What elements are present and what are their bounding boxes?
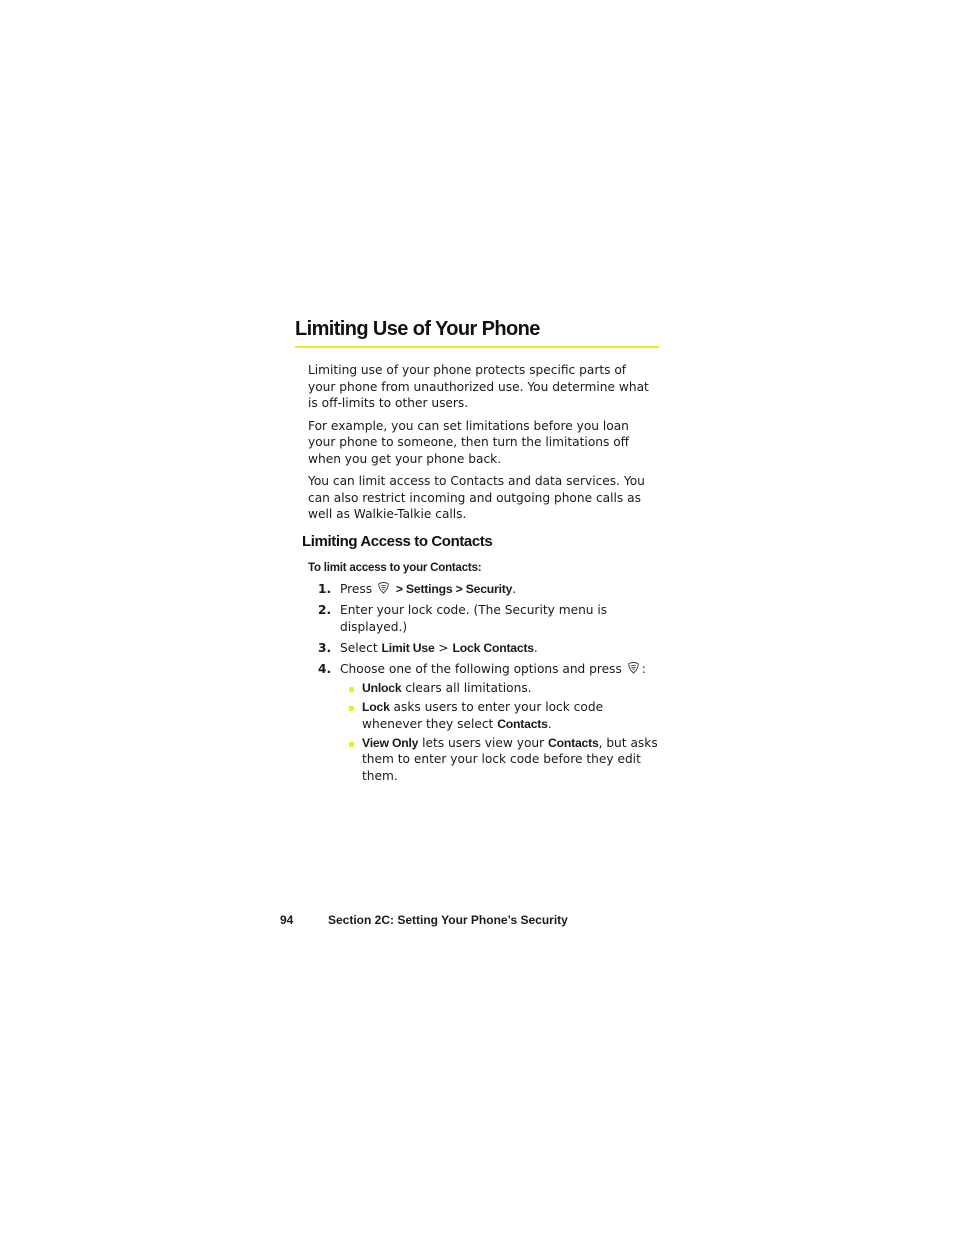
option-text: clears all limitations. <box>405 681 532 695</box>
section-heading: Limiting Access to Contacts <box>302 533 493 550</box>
step-text: : <box>641 661 646 676</box>
options-list <box>340 680 663 784</box>
step-number: 2. <box>318 603 332 617</box>
menu-ok-key-icon <box>627 661 640 674</box>
footer-section-title: Section 2C: Setting Your Phone’s Security <box>328 913 568 927</box>
step-text: Choose one of the following options and press <box>340 661 622 676</box>
option-term: Unlock <box>362 681 402 695</box>
menu-separator: > <box>438 640 449 655</box>
bullet-icon <box>349 742 354 747</box>
step-number: 1. <box>318 582 332 596</box>
option-text: . <box>547 716 552 731</box>
bullet-icon <box>349 687 354 692</box>
option-text: lets users view your <box>422 735 545 750</box>
option-term: View Only <box>362 735 419 750</box>
menu-path: > Settings > Security <box>395 582 513 596</box>
step-number: 3. <box>318 640 332 655</box>
step-text: Enter your lock code. (The Security menu is displayed.) <box>340 603 608 634</box>
menu-item-name: Lock Contacts <box>452 640 534 655</box>
step-item <box>318 581 663 598</box>
step-item <box>318 602 663 635</box>
step-item <box>318 640 663 657</box>
intro-text <box>308 362 653 529</box>
steps-list <box>318 581 663 789</box>
option-text: asks users to enter your lock code whenever they select <box>362 700 604 731</box>
step-item <box>318 661 663 785</box>
menu-ok-key-icon <box>377 581 390 594</box>
bullet-icon <box>349 706 354 711</box>
intro-paragraph: You can limit access to Contacts and data services. You can also restrict incoming and outgoing phone calls as well as Walkie-Talkie calls. <box>308 474 645 521</box>
intro-paragraph: For example, you can set limitations before you loan your phone to someone, then turn the limitations off when you get your phone back. <box>308 418 630 466</box>
page-number: 94 <box>280 913 294 927</box>
option-item <box>340 699 663 732</box>
step-number: 4. <box>318 661 332 676</box>
option-text: , but asks them to enter your lock code before they edit them. <box>362 735 658 783</box>
step-text: Select <box>340 640 378 655</box>
step-text: . <box>533 640 538 655</box>
option-term: Contacts <box>497 716 548 731</box>
option-term: Contacts <box>548 735 599 750</box>
step-text: Press <box>340 582 373 596</box>
title-underline <box>295 346 659 348</box>
step-text: . <box>512 582 517 596</box>
procedure-label: To limit access to your Contacts: <box>308 562 482 574</box>
option-item <box>340 680 663 697</box>
menu-item-name: Limit Use <box>381 640 435 655</box>
option-term: Lock <box>362 700 390 714</box>
intro-paragraph: Limiting use of your phone protects specific parts of your phone from unauthorized use. You determine what is off-limits to other users. <box>308 363 649 410</box>
option-item <box>340 735 663 785</box>
page-title: Limiting Use of Your Phone <box>295 318 540 340</box>
